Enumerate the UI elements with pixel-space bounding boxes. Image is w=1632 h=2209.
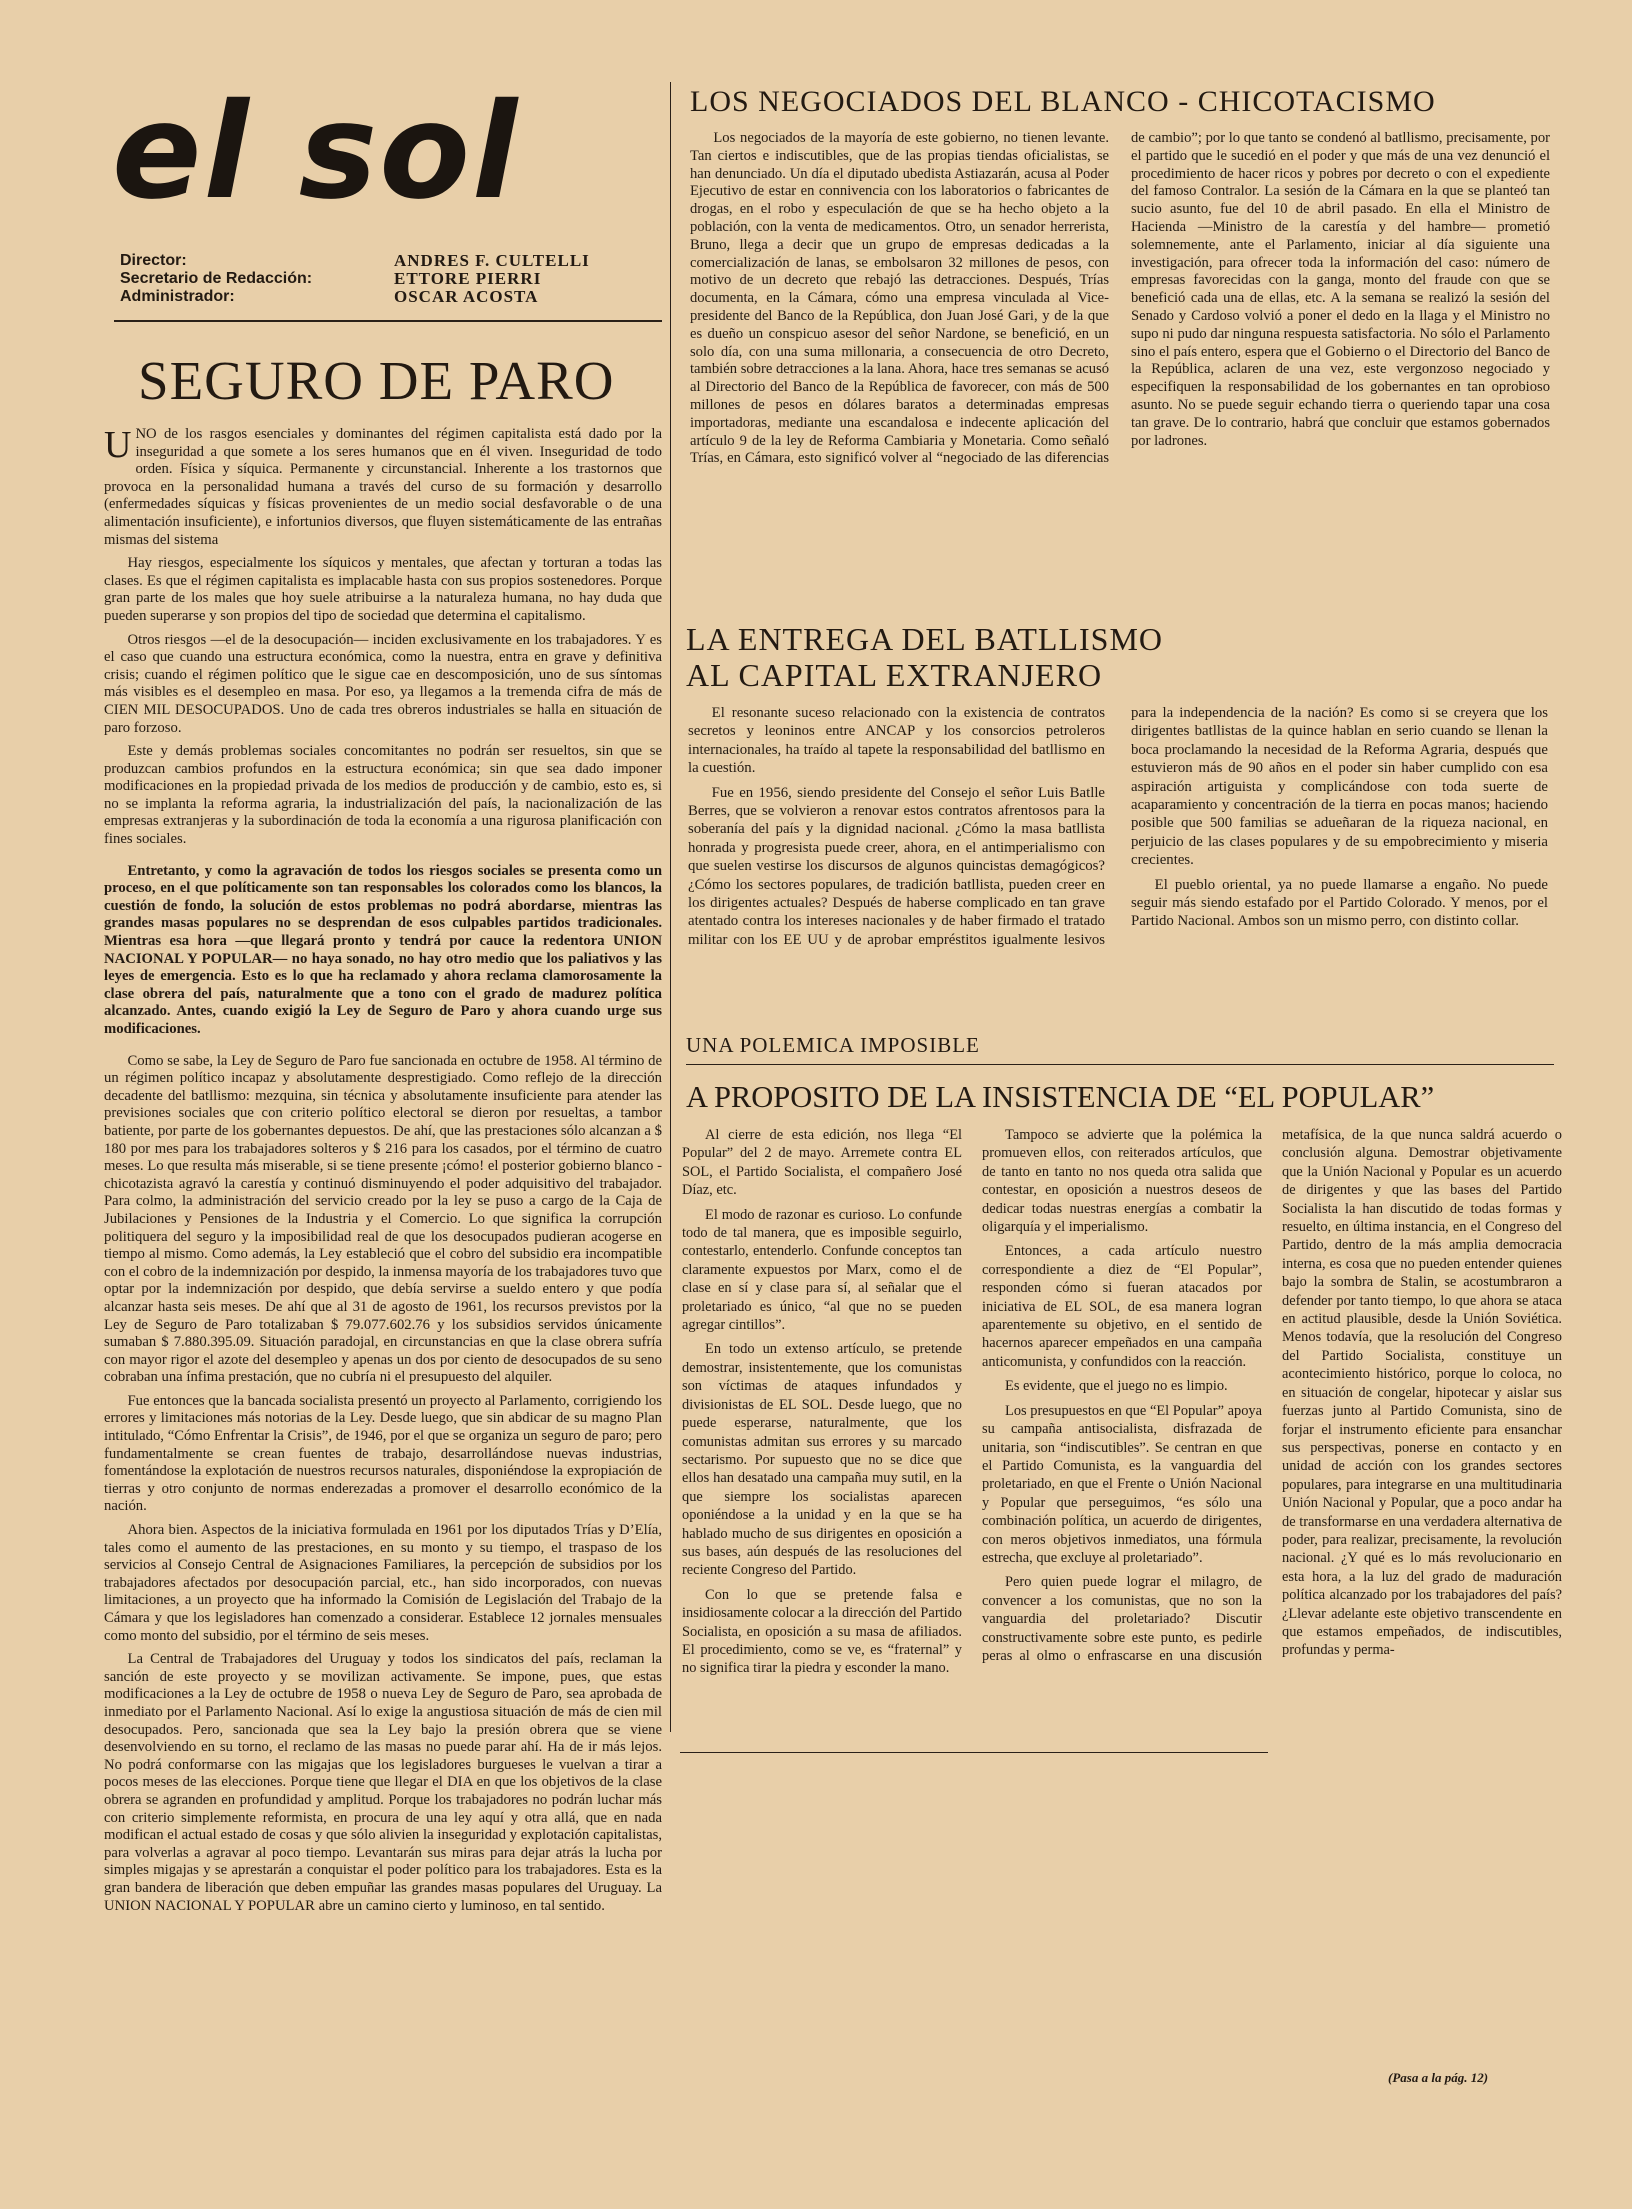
negociados-column <box>690 130 1550 600</box>
staff-role-director: Director: <box>120 252 187 269</box>
seguro-paragraph-3: Otros riesgos —el de la desocupación— inciden exclusivamente en los trabajadores. Y es el caso que cuando una estructura económica, como la nuestra, entra en grave y definitiva crisis; cuando el régimen político que le sigue cae en descomposición, uno de sus síntomas más visibles es el desempleo en masa. Por eso, ya llegamos a la tremenda cifra de más de CIEN MIL DESOCUPADOS. Uno de cada tres obreros industriales se halla en situación de paro forzoso. <box>104 631 662 736</box>
polemica-paragraph-9: Pero quien puede lograr el milagro, de convencer a los comunistas, que no son la vanguardia del proletariado? Discutir constructivamente sobre este punto, es pedirle peras al olmo o enfrascarse en una discusión metafísica, de la que nunca saldrá acuerdo o conclusión alguna. Demostrar objetivamente que la Unión Nacional y Popular es un acuerdo de dirigentes y que las bases del Partido Socialista la han discutido de todas formas y resuelto, en última instancia, en el Congreso del Partido, dentro de la más amplia democracia interna, es cosa que no pueden entender quienes bajo la sombra de Stalin, se acostumbraron a defender por tanto tiempo, lo que ahora se ataca en actitud plausible, desde la Unión Soviética. Menos todavía, que la resolución del Congreso del Partido Socialista, constituye un acontecimiento histórico, porque lo coloca, no en situación de congelar, hipotecar y aislar sus fuerzas junto al Partido Comunista, sino de forjar el instrumento eficiente para ensanchar sus perspectivas, ponerse en contacto y en unidad de acción con los grandes sectores populares, para integrarse en una multitudinaria Unión Nacional y Popular, que a poco andar ha de transformarse en una verdadera alternativa de poder, para realizar, precisamente, la revolución nacional. ¿Y qué es lo más revolucionario en esta hora, a la luz del grado de maduración política alcanzado por los trabajadores del país? ¿Llevar adelante este objetivo transcendente en que estamos empeñados, de indiscutibles, profundas y perma- <box>982 1127 1562 1664</box>
bottom-divider <box>680 1752 1268 1753</box>
batllismo-column <box>688 704 1548 1024</box>
seguro-paragraph-1 <box>104 426 662 549</box>
seguro-paragraph-6: Como se sabe, la Ley de Seguro de Paro fue sancionada en octubre de 1958. Al término de un régimen político incapaz y absolutamente desprestigiado. Como reflejo de la dirección decadente del batllismo: mezquina, sin técnica y absolutamente insuficiente para atender las previsiones sociales que con criterio político electoral se dieron por resueltas, a tambor batiente, por parte de los gobernantes depuestos. De ahí, que las prestaciones sólo alcanzan a $ 180 por mes para los trabajadores solteros y $ 216 para los casados, por el término de cuatro meses. Lo que resulta más miserable, si se tiene presente ¡cómo! el posterior gobierno blanco - chicotazista agravó la carestía y continuó disminuyendo el poder adquisitivo del trabajador. Para colmo, la administración del servicio creado por la ley se puso a cargo de la Caja de Jubilaciones y Pensiones de la Industria y el Comercio. Lo que significa la corrupción politiquera del seguro y la imposibilidad real de que los desocupados pudieran acogerse en tiempo al mismo. Como además, la Ley estableció que el cobro del subsidio era incompatible con el cobro de la indemnización por despido, la inmensa mayoría de los trabajadores tuvo que optar por la indemnización por despido, que debía servirse a sueldo entero y que podía alcanzar hasta seis meses. De ahí que al 31 de agosto de 1961, los recursos previstos por la Ley de Seguro de Paro totalizaban $ 79.077.602.76 y los subsidios servidos únicamente sumaban $ 7.880.395.09. Situación paradojal, en circunstancias en que la clase obrera sufría con mayor rigor el azote del desempleo y apenas un dos por ciento de desocupados de su seno cobraban una ínfima prestación, que no cubría ni el presupuesto del alquiler. <box>104 1052 662 1386</box>
polemica-paragraph-8: Los presupuestos en que “El Popular” apoya su campaña antisocialista, disfrazada de unitaria, son “indiscutibles”. Se centran en que el Partido Comunista, es la vanguardia del proletariado, en que el Frente o Unión Nacional y Popular que perseguimos, “es sólo una combinación política, un acuerdo de dirigentes, con meros objetivos inmediatos, una fórmula estrecha, que excluye al proletariado”. <box>982 1402 1262 1566</box>
polemica-paragraph-2: El modo de razonar es curioso. Lo confunde todo de tal manera, que es imposible seguirlo, contestarlo, entenderlo. Confunde conceptos tan claramente expuestos por Marx, como el de clase en sí y clase para sí, al señalar que el proletariado es único, “al que no se pueden agregar cintillos”. <box>682 1206 962 1334</box>
negociados-paragraph-1: Los negociados de la mayoría de este gobierno, no tienen levante. Tan ciertos e indiscutibles, que de las propias tiendas oficialistas, se han denunciado. Un día el diputado ubedista Astiazarán, acusa al Poder Ejecutivo de estar en connivencia con los laboratorios o fabricantes de drogas, en el robo y especulación de que se ha hecho objeto a la población, con la venta de medicamentos. Otro, un senador herrerista, Bruno, llega a decir que un grupo de empresas dedicadas a la comercialización de lanas, se embolsaron 32 millones de pesos, con motivo de un decreto que rebajó las detracciones. Después, Trías documenta, en la Cámara, cómo una empresa vinculada al Vice-presidente del Banco de la República, don Juan José Gari, y de la que es dueño un conspicuo asesor del señor Nardone, se benefició, en un solo día, con una suma millonaria, a consecuencia de otro Decreto, también sobre detracciones a la lana. Ahora, hace tres semanas se acusó al Directorio del Banco de la República de favorecer, con más de 500 millones de pesos en dólares baratos a determinadas empresas importadoras, mediante una escandalosa e indecente aplicación del artículo 9 de la ley de Reforma Cambiaria y Monetaria. Como señaló Trías, en Cámara, esto significó volver al “negociado de las diferencias de cambio”; por lo que tanto se condenó al batllismo, precisamente, por el partido que le sucedió en el poder y que más de una vez denunció el procedimiento de hacer ricos y pobres por decreto o con el expediente del famoso Contralor. La sesión de la Cámara en la que se planteó tan sucio asunto, fue del 10 de abril pasado. En ella el Ministro de Hacienda —Ministro de la carestía y del hambre— prometió solemnemente, ante el Parlamento, iniciar al día siguiente una investigación, para ofrecer toda la información del caso: número de empresas favorecidas con la ganga, monto del fraude con que se benefició cada una de ellas, etc. A la semana se realizó la sesión del Senado y Cardoso volvió a poner el dedo en la llaga y el Ministro no supo ni pudo dar ninguna respuesta satisfactoria. No sólo el Parlamento sino el país entero, espera que el Gobierno o el Directorio del Banco de la República, aclaren de una vez, este vergonzoso negociado y especifiquen la responsabilidad de los gobernantes en tan oprobioso asunto. No se puede seguir echando tierra o queriendo tapar una cosa tan grave. De lo contrario, habrá que concluir que estamos gobernados por ladrones. <box>690 130 1550 467</box>
seguro-paragraph-9: La Central de Trabajadores del Uruguay y todos los sindicatos del país, reclaman la sanción de este proyecto y se movilizan activamente. Se impone, pues, que estas modificaciones a la Ley de octubre de 1958 o nueva Ley de Seguro de Paro, sea aprobada de inmediato por el Parlamento Nacional. Así lo exige la angustiosa situación de más de cien mil desocupados. Pero, sancionada que sea la Ley bajo la presión obrera que se viene desenvolviendo en su torno, el reclamo de las masas no puede parar ahí. Ha de ir más lejos. No podrá conformarse con las migajas que los legisladores burgueses le vuelvan a tirar a pocos meses de las elecciones. Porque tiene que llegar el DIA en que los objetivos de la clase obrera se agranden en profundidad y amplitud. Porque los trabajadores no podrán luchar más con criterio simplemente reformista, en procura de una ley aquí y otra allá, que en nada modifican el actual estado de cosas y que sólo alivien la inseguridad y explotación capitalistas, para volverlas a agravar al poco tiempo. Levantarán sus miras para dejar atrás la lucha por simples migajas y se aprestarán a conquistar el poder político para los trabajadores. Esta es la gran bandera de liberación que deben empuñar las grandes masas populares del Uruguay. La UNION NACIONAL Y POPULAR abre un camino cierto y luminoso, en tal sentido. <box>104 1651 662 1914</box>
batllismo-paragraph-2: Fue en 1956, siendo presidente del Consejo el señor Luis Batlle Berres, que se volvieron a renovar estos contratos afrentosos para la soberanía del país y la dignidad nacional. ¿Cómo la masa batllista honrada y progresista puede creer, ahora, en el antimperialismo con que suelen vestirse los discursos de algunos quincistas demagógicos? ¿Cómo los sectores populares, de tradición batllista, pueden creer en los dirigentes actuales? Después de haberse complicado en tan grave atentado contra los intereses nacionales y de haber firmado el tratado militar con los EE UU y de aprobar empréstitos igualmente lesivos para la independencia de la nación? Es como si se creyera que los dirigentes batllistas de la quince hablan en serio cuando se llenan la boca proclamando la necesidad de la Reforma Agraria, después que estuvieron más de 90 años en el poder sin haber cumplido con esa aspiración artiguista y complicándose con toda suerte de acaparamiento y concentración de la tierra en pocas manos; haciendo posible que 500 familias se adueñaran de la riqueza nacional, en perjuicio de las clases populares y de su empobrecimiento y miseria crecientes. <box>688 705 1548 948</box>
seguro-paragraph-7: Fue entonces que la bancada socialista presentó un proyecto al Parlamento, corrigiendo los errores y limitaciones más notorias de la Ley. Desde luego, que sin abdicar de su magno Plan intitulado, “Cómo Enfrentar la Crisis”, de 1946, por el que se organiza un seguro de paro; pero fundamentalmente se crean fuentes de trabajo, desarrollándose nuevas industrias, fomentándose la explotación de nuestros recursos naturales, disponiéndose la expropiación de tierras y otro conjunto de normas enderezadas a promover el desarrollo económico de la nación. <box>104 1392 662 1515</box>
batllismo-paragraph-1: El resonante suceso relacionado con la existencia de contratos secretos y leoninos entre ANCAP y los consorcios petroleros internacionales, ha traído al tapete la responsabilidad del batllismo en la cuestión. <box>688 705 1105 777</box>
batllismo-paragraph-3: El pueblo oriental, ya no puede llamarse a engaño. No puede seguir más siendo estafado por el Partido Colorado. Y menos, por el Partido Nacional. Ambos son un mismo perro, con distinto collar. <box>1131 876 1548 930</box>
staff-name-director: ANDRES F. CULTELLI <box>394 251 590 270</box>
seguro-paragraph-5: Entretanto, y como la agravación de todos los riesgos sociales se presenta como un proceso, en el que políticamente son tan responsables los colorados como los blancos, la cuestión de fondo, la solución de estos problemas no podrá abordarse, mientras las grandes masas populares no se desprendan de esos culpables partidos tradicionales. Mientras esa hora —que llegará pronto y tendrá por cauce la redentora UNION NACIONAL Y POPULAR— no haya sonado, no hay otro medio que los paliativos y las leyes de emergencia. Esto es lo que ha reclamado y ahora reclama clamorosamente la clase obrera del país, naturalmente que a tono con el grado de madurez política alcanzado. Antes, cuando exigió la Ley de Seguro de Paro y ahora cuando urge sus modificaciones. <box>104 862 662 1037</box>
polemica-kicker: UNA POLEMICA IMPOSIBLE <box>686 1033 980 1057</box>
staff-role-secretario: Secretario de Redacción: <box>120 270 313 287</box>
polemica-kicker-rule <box>686 1064 1554 1065</box>
seguro-paragraph-1-text: NO de los rasgos esenciales y dominantes del régimen capitalista está dado por la inseguridad a que somete a los seres humanos que en él viven. Inseguridad de todo orden. Física y síquica. Permanente y circunstancial. Inherente a los trastornos que provoca en la personalidad humana a través del curso de su formación y desarrollo (enfermedades síquicas y físicas provenientes de un medio social desfavorable o de una alimentación insuficiente), e infortunios diversos, que fluyen sistemáticamente de las entrañas mismas del sistema <box>104 426 662 548</box>
polemica-paragraph-7: Es evidente, que el juego no es limpio. <box>1005 1378 1228 1395</box>
polemica-paragraph-1: Al cierre de esta edición, nos llega “El Popular” del 2 de mayo. Arremete contra EL SOL, el Partido Socialista, el compañero José Díaz, etc. <box>682 1127 962 1199</box>
masthead-divider <box>114 320 662 322</box>
batllismo-title-line-1: LA ENTREGA DEL BATLLISMO <box>686 621 1164 657</box>
masthead-logo: el sol <box>112 75 520 229</box>
staff-role-administrador: Administrador: <box>120 288 235 305</box>
polemica-paragraph-5: Tampoco se advierte que la polémica la promueven ellos, con reiterados artículos, que de tanto en tanto no nos queda otra salida que contestar, en oposición a nuestros deseos de dedicar todas nuestras energías a combatir la oligarquía y el imperialismo. <box>982 1127 1262 1236</box>
seguro-paragraph-2: Hay riesgos, especialmente los síquicos y mentales, que afectan y torturan a todas las clases. Es que el régimen capitalista es implacable hasta con sus propios sostenedores. Porque gran parte de los males que hoy suele atribuirse a la naturaleza humana, no hay duda que pueden superarse y son propios del tipo de sociedad que determina el capitalismo. <box>104 555 662 624</box>
continuation-note: (Pasa a la pág. 12) <box>1388 2070 1489 2085</box>
polemica-title: A PROPOSITO DE LA INSISTENCIA DE “EL POPULAR” <box>686 1080 1435 1114</box>
seguro-paragraph-4: Este y demás problemas sociales concomitantes no podrán ser resueltos, sin que se produzcan cambios profundos en la estructura económica; sin que sea dado imponer modificaciones en la propiedad privada de los medios de producción y de cambio, esto es, si no se implanta la reforma agraria, la industrialización del país, la nacionalización de las empresas extranjeras y la subordinación de toda la economía a una rigurosa planificación con fines sociales. <box>104 743 662 848</box>
batllismo-title-line-2: AL CAPITAL EXTRANJERO <box>686 657 1103 693</box>
seguro-title: SEGURO DE PARO <box>138 350 615 411</box>
seguro-paragraph-8: Ahora bien. Aspectos de la iniciativa formulada en 1961 por los diputados Trías y D’Elía, tales como el aumento de las prestaciones, en su monto y su tiempo, el traspaso de los servicios al Consejo Central de Asignaciones Familiares, la percepción de subsidios por los trabajadores afectados por desocupación parcial, etc., han sido incorporados, con nuevas limitaciones, a un proyecto que ha informado la Comisión de Legislación del Trabajo de la Cámara y que los legisladores han comenzado a considerar. Establece 12 jornales mensuales como monto del subsidio, por el término de seis meses. <box>104 1522 662 1644</box>
staff-name-administrador: OSCAR ACOSTA <box>394 287 539 306</box>
polemica-paragraph-3: En todo un extenso artículo, se pretende demostrar, insistentemente, que los comunistas son víctimas de ataques infundados y divisionistas de EL SOL. Desde luego, que no puede esperarse, naturalmente, que los comunistas admitan sus errores y su marcado sectarismo. Por supuesto que no se dice que ellos han desatado una campaña muy sutil, en la que siempre los socialistas aparecen oponiéndose a la unidad y en la que se ha hablado mucho de sus dirigentes en oposición a sus bases, aún después de las resoluciones del reciente Congreso del Partido. <box>682 1341 962 1579</box>
column-divider <box>670 82 671 1732</box>
masthead-staff <box>120 252 660 312</box>
negociados-title: LOS NEGOCIADOS DEL BLANCO - CHICOTACISMO <box>690 85 1436 118</box>
seguro-drop-cap: U <box>104 426 132 466</box>
polemica-paragraph-4: Con lo que se pretende falsa e insidiosamente colocar a la dirección del Partido Socialista, en oposición a su masa de afiliados. El procedimiento, como se ve, es “fraternal” y no significa tirar la piedra y esconder la mano. <box>682 1586 962 1677</box>
polemica-column <box>682 1126 1562 1746</box>
staff-name-secretario: ETTORE PIERRI <box>394 269 542 288</box>
seguro-column <box>104 426 662 2086</box>
polemica-paragraph-6: Entonces, a cada artículo nuestro correspondiente a diez de “El Popular”, responden cómo si fueran atacados por iniciativa de EL SOL, de esa manera logran aparentemente su objetivo, en el sentido de hacernos aparecer empeñados en una campaña anticomunista, y confundidos con la reacción. <box>982 1243 1262 1370</box>
